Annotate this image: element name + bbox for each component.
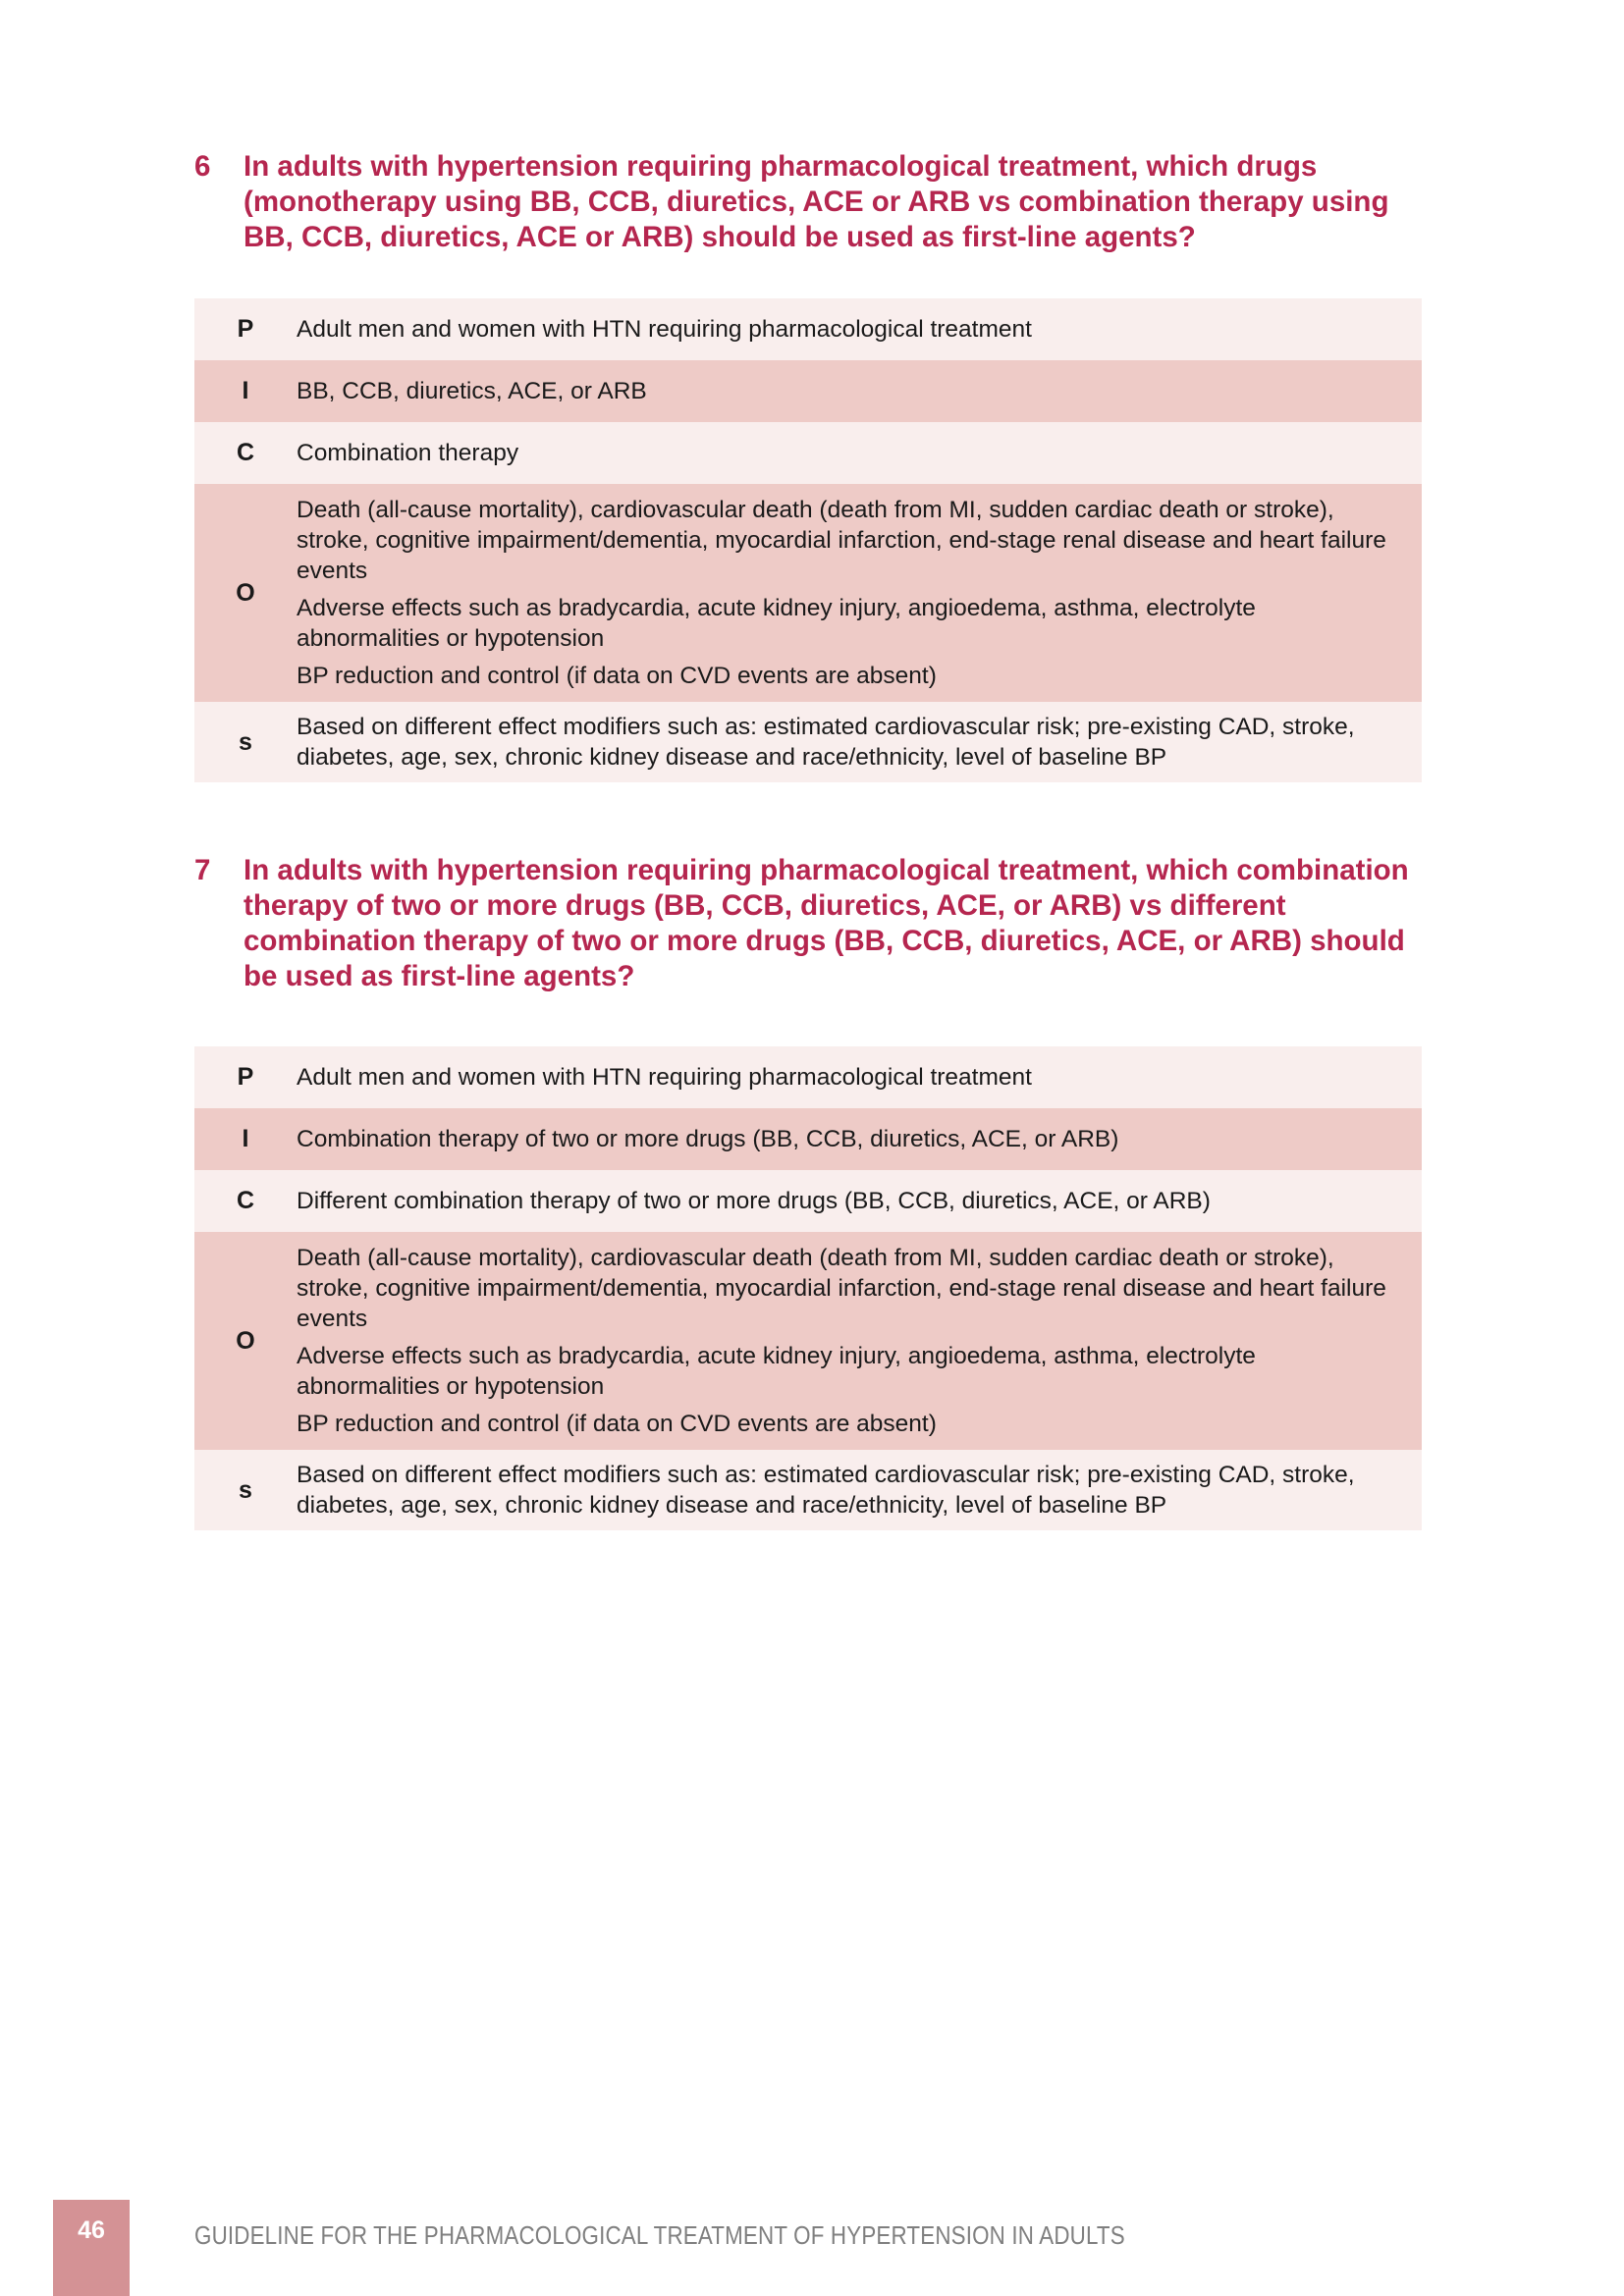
pico-text: Based on different effect modifiers such as: estimated cardiovascular risk; pre-existing CAD, stroke, diabetes, age, sex, chronic kidney disease and race/ethnicity, level of baseline BP [297,1462,1355,1519]
pico-row-o [194,484,1422,702]
page-number: 46 [78,2216,105,2244]
pico-text: BB, CCB, diuretics, ACE, or ARB [297,378,647,404]
outcome-item: Death (all-cause mortality), cardiovascular death (death from MI, sudden cardiac death or stroke), stroke, cognitive impairment/dementia, myocardial infarction, end-stage renal disease and heart failure events [297,1245,1386,1332]
pico-letter: C [236,439,255,466]
pico-text: Combination therapy of two or more drugs (BB, CCB, diuretics, ACE, or ARB) [297,1126,1119,1152]
pico-letter: s [239,727,252,756]
pico-row-o [194,1232,1422,1450]
question-text: In adults with hypertension requiring pharmacological treatment, which drugs (monotherapy using BB, CCB, diuretics, ACE or ARB vs combination therapy using BB, CCB, diuretics, ACE or ARB) should be used as first-line agents? [244,150,1389,253]
question-6 [194,149,1422,255]
pico-letter: I [242,377,249,404]
pico-row-i [194,360,1422,422]
footer-title: GUIDELINE FOR THE PHARMACOLOGICAL TREATMENT OF HYPERTENSION IN ADULTS [194,2220,1125,2250]
pico-row-c [194,422,1422,484]
pico-letter: O [236,578,255,607]
question-heading [194,149,1422,255]
pico-letter: I [242,1125,249,1152]
question-heading [194,853,1422,994]
outcome-item: Adverse effects such as bradycardia, acute kidney injury, angioedema, asthma, electrolyte abnormalities or hypotension [297,595,1256,652]
pico-table-6 [194,298,1422,782]
question-7 [194,853,1422,994]
outcome-item: BP reduction and control (if data on CVD events are absent) [297,663,937,689]
pico-letter: P [237,315,254,343]
pico-letter: P [237,1063,254,1091]
outcome-item: BP reduction and control (if data on CVD events are absent) [297,1411,937,1437]
pico-row-p [194,1046,1422,1108]
pico-outcomes [297,495,1422,691]
question-text: In adults with hypertension requiring pharmacological treatment, which combination therapy of two or more drugs (BB, CCB, diuretics, ACE, or ARB) vs different combination therapy of two or more drugs (BB, CCB, diuretics, ACE, or ARB) should be used as first-line agents? [244,854,1409,992]
pico-row-p [194,298,1422,360]
pico-letter: O [236,1326,255,1355]
outcome-item: Adverse effects such as bradycardia, acute kidney injury, angioedema, asthma, electrolyte abnormalities or hypotension [297,1343,1256,1400]
pico-row-s [194,1450,1422,1530]
pico-letter: C [236,1187,255,1214]
outcome-item: Death (all-cause mortality), cardiovascular death (death from MI, sudden cardiac death or stroke), stroke, cognitive impairment/dementia, myocardial infarction, end-stage renal disease and heart failure events [297,497,1386,584]
question-number: 7 [194,854,211,886]
pico-text: Different combination therapy of two or more drugs (BB, CCB, diuretics, ACE, or ARB) [297,1188,1211,1214]
pico-text: Combination therapy [297,440,519,466]
pico-table-7 [194,1046,1422,1530]
pico-text: Adult men and women with HTN requiring pharmacological treatment [297,1064,1032,1091]
pico-outcomes [297,1243,1422,1439]
question-number: 6 [194,150,211,183]
pico-row-s [194,702,1422,782]
pico-text: Based on different effect modifiers such as: estimated cardiovascular risk; pre-existing CAD, stroke, diabetes, age, sex, chronic kidney disease and race/ethnicity, level of baseline BP [297,714,1355,771]
page-number-tab [53,2200,130,2296]
pico-letter: s [239,1475,252,1504]
pico-row-i [194,1108,1422,1170]
pico-text: Adult men and women with HTN requiring pharmacological treatment [297,316,1032,343]
pico-row-c [194,1170,1422,1232]
